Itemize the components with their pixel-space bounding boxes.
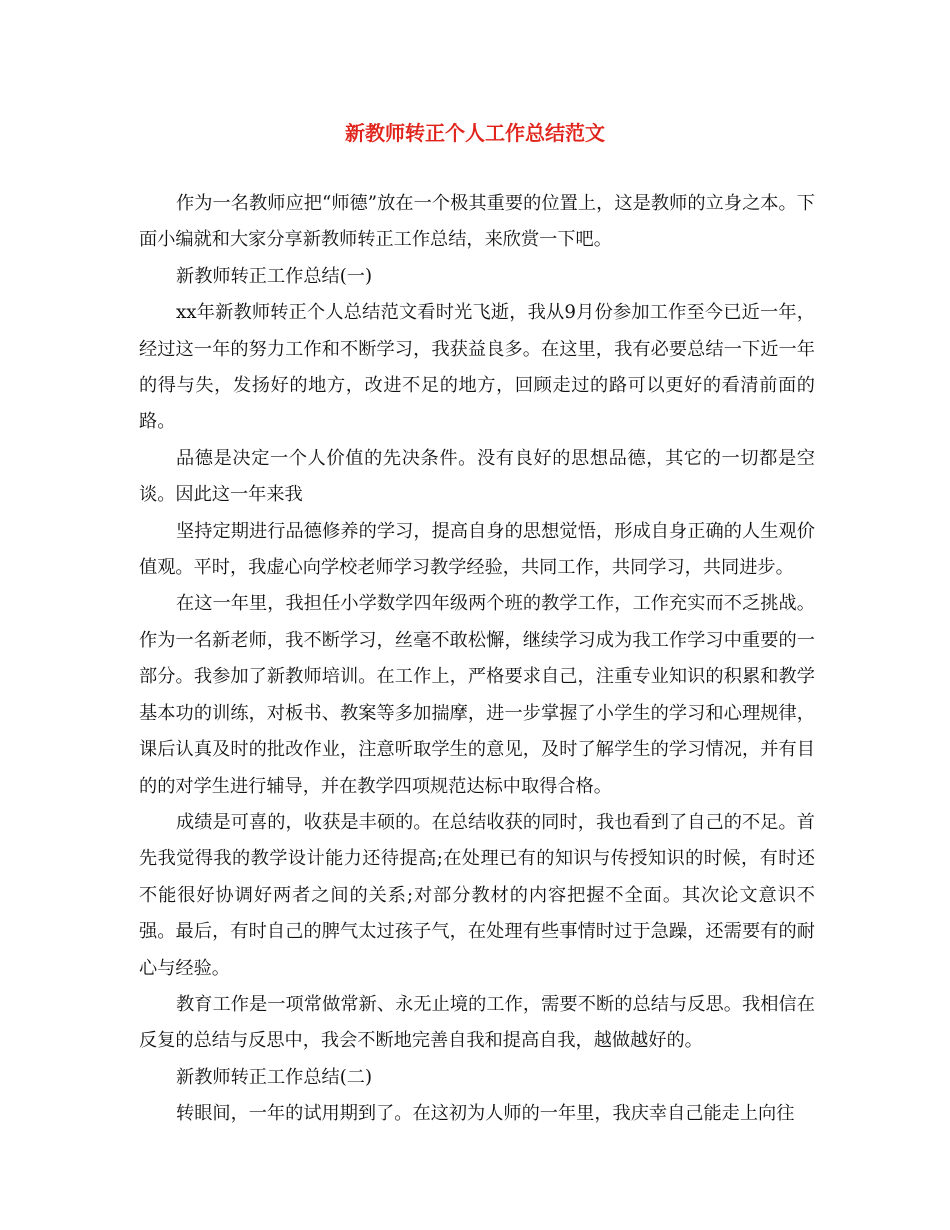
section-heading-1: 新教师转正工作总结(一) [176, 265, 373, 287]
paragraph: 转眼间，一年的试用期到了。在这初为人师的一年里，我庆幸自己能走上向往 [176, 1103, 795, 1125]
paragraph: 坚持定期进行品德修养的学习，提高自身的思想觉悟，形成自身正确的人生观价值观。平时，我虚心向学校老师学习教学经验，共同工作，共同学习，共同进步。 [139, 520, 815, 579]
section-heading-2: 新教师转正工作总结(二) [176, 1066, 373, 1088]
paragraph: xx年新教师转正个人总结范文看时光飞逝，我从9月份参加工作至今已近一年，经过这一年的努力工作和不断学习，我获益良多。在这里，我有必要总结一下近一年的得与失，发扬好的地方，改进不足的地方，回顾走过的路可以更好的看清前面的路。 [139, 302, 815, 433]
paragraph: 教育工作是一项常做常新、永无止境的工作，需要不断的总结与反思。我相信在反复的总结与反思中，我会不断地完善自我和提高自我，越做越好的。 [139, 993, 815, 1052]
paragraph-intro: 作为一名教师应把“师德”放在一个极其重要的位置上，这是教师的立身之本。下面小编就和大家分享新教师转正工作总结，来欣赏一下吧。 [139, 193, 815, 251]
paragraph: 品德是决定一个人价值的先决条件。没有良好的思想品德，其它的一切都是空谈。因此这一年来我 [139, 447, 815, 506]
document-title: 新教师转正个人工作总结范文 [345, 121, 605, 145]
paragraph: 在这一年里，我担任小学数学四年级两个班的教学工作，工作充实而不乏挑战。作为一名新老师，我不断学习，丝毫不敢松懈，继续学习成为我工作学习中重要的一部分。我参加了新教师培训。在工作上，严格要求自己，注重专业知识的积累和教学基本功的训练，对板书、教案等多加揣摩，进一步掌握了小学生的学习和心理规律，课后认真及时的批改作业，注意听取学生的意见，及时了解学生的学习情况，并有目的的对学生进行辅导，并在教学四项规范达标中取得合格。 [139, 593, 815, 797]
paragraph: 成绩是可喜的，收获是丰硕的。在总结收获的同时，我也看到了自己的不足。首先我觉得我的教学设计能力还待提高;在处理已有的知识与传授知识的时候，有时还不能很好协调好两者之间的关系;对部分教材的内容把握不全面。其次论文意识不强。最后，有时自己的脾气太过孩子气，在处理有些事情时过于急躁，还需要有的耐心与经验。 [139, 811, 815, 979]
document-body [139, 186, 815, 1133]
